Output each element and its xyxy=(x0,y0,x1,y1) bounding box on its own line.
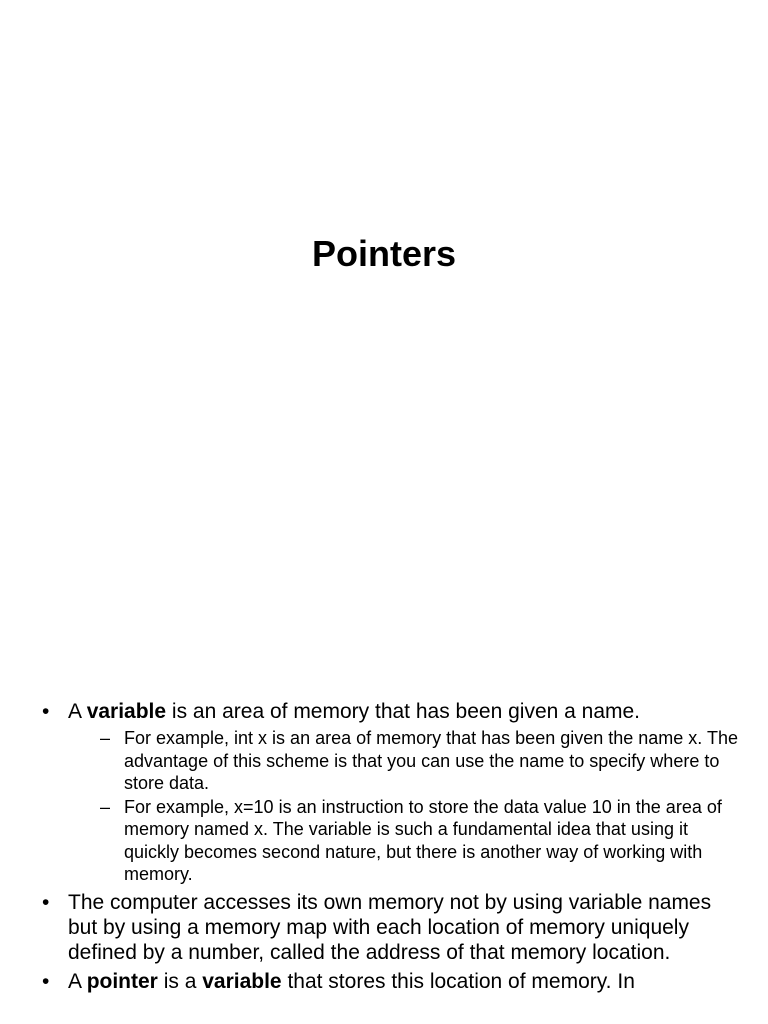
sub-bullet-text: For example, x=10 is an instruction to store the data value 10 in the area of memory named x. The variable is such a fundamental idea that using it quickly becomes second nature, but there is another way of working with memory. xyxy=(124,796,722,884)
bullet-marker: • xyxy=(42,969,50,993)
bullet-text: The computer accesses its own memory not by using variable names but by using a memory map with each location of memory uniquely defined by a number, called the address of that memory location. xyxy=(68,890,712,964)
term-variable: variable xyxy=(202,969,282,993)
bullet-text-prefix: A xyxy=(68,969,87,993)
bullet-marker: • xyxy=(42,890,50,914)
bullet-list xyxy=(42,699,742,994)
sub-bullet-x-equals-10 xyxy=(68,796,742,886)
term-pointer: pointer xyxy=(86,969,158,993)
bullet-text-middle: is a xyxy=(157,969,203,993)
term-variable: variable xyxy=(86,700,167,723)
bullet-text: is an area of memory that has been given a name. xyxy=(166,700,641,723)
bullet-marker: • xyxy=(42,700,50,723)
sub-bullet-list xyxy=(68,727,742,886)
sub-bullet-text: For example, int x is an area of memory that has been given the name x. The advantage of this scheme is that you can use the name to specify where to store data. xyxy=(124,728,738,793)
bullet-memory-map xyxy=(42,890,742,965)
sub-bullet-marker: – xyxy=(100,728,111,748)
bullet-pointer xyxy=(42,969,742,994)
bullet-variable xyxy=(42,699,742,886)
sub-bullet-int-x xyxy=(68,727,742,795)
bullet-text: that stores this location of memory. In xyxy=(281,969,635,993)
sub-bullet-marker: – xyxy=(100,796,111,817)
bullet-text-prefix: A xyxy=(68,700,87,723)
slide-title: Pointers xyxy=(311,233,457,274)
